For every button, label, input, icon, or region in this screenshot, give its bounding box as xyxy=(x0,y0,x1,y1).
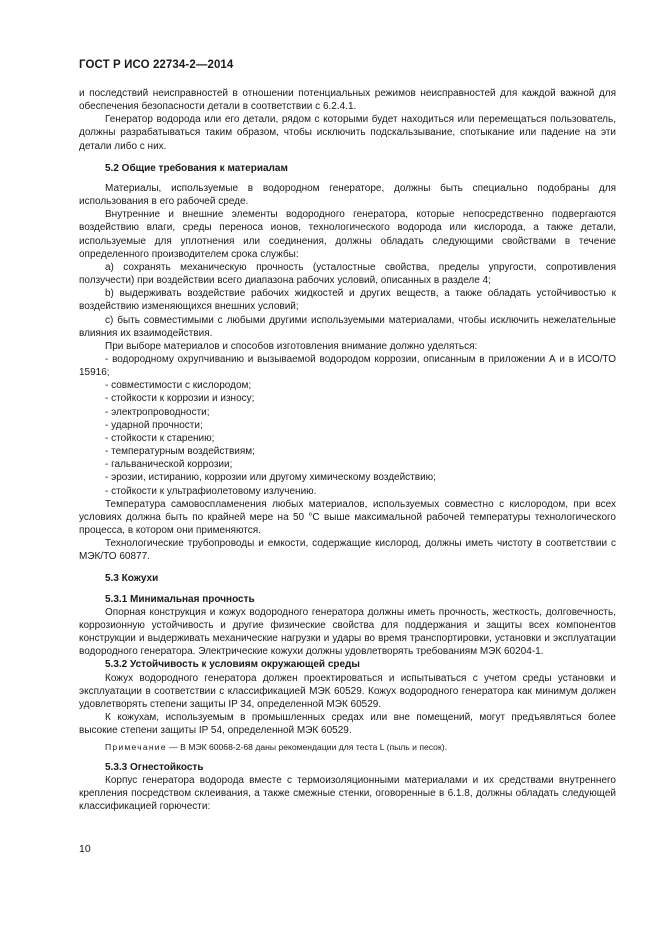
list-item: - стойкости к ультрафиолетовому излучению. xyxy=(105,485,317,497)
list-item: - водородному охрупчиванию и вызываемой водородом коррозии, описанным в приложении А и в ИСО/ТО 15916; xyxy=(79,353,616,379)
standard-header: ГОСТ Р ИСО 22734-2—2014 xyxy=(79,59,234,71)
paragraph: Температура самовоспламенения любых материалов, используемых совместно с кислородом, при всех условиях должна быть по крайней мере на 50 °С выше максимальной рабочей температуры технологического процесса, в котором они применяются. xyxy=(79,498,616,536)
list-item: - стойкости к коррозии и износу; xyxy=(105,393,255,405)
section-heading: 5.2 Общие требования к материалам xyxy=(105,162,288,174)
paragraph: Кожух водородного генератора должен проектироваться и испытываться с учетом среды установки и эксплуатации в соответствии с классификацией МЭК 60529. Кожух водородного генератора как минимум должен удовлетворять степени защиты IP 34, определенной МЭК 60529. xyxy=(79,672,616,710)
list-item: - гальванической коррозии; xyxy=(105,459,233,471)
list-item: с) быть совместимыми с любыми другими используемыми материалами, чтобы исключить нежелательные влияния их взаимодействия. xyxy=(79,314,616,339)
subsection-heading: 5.3.1 Минимальная прочность xyxy=(105,593,255,605)
paragraph: и последствий неисправностей в отношении потенциальных режимов неисправностей для каждой важной для обеспечения безопасности детали в соответствии с 6.2.4.1. xyxy=(79,88,616,113)
subsection-heading: 5.3.2 Устойчивость к условиям окружающей среды xyxy=(105,659,360,671)
paragraph: Материалы, используемые в водородном генераторе, должны быть специально подобраны для использования в его рабочей среде. xyxy=(79,182,616,208)
section-heading: 5.3 Кожухи xyxy=(105,573,159,585)
list-item: - температурным воздействиям; xyxy=(105,446,255,458)
paragraph: При выборе материалов и способов изготовления внимание должно уделяться: xyxy=(105,340,478,352)
note-label: Примечание xyxy=(105,742,167,753)
paragraph: Генератор водорода или его детали, рядом с которыми будет находиться или перемещаться пользователь, должны разрабатываться таким образом, чтобы исключить подскальзывание, спотыкание или падение на эти детали либо с них. xyxy=(79,114,616,152)
paragraph: Опорная конструкция и кожух водородного генератора должны иметь прочность, жесткость, долговечность, коррозионную устойчивость и другие физические свойства для поддержания и защиты всех компонентов конструкции и выдерживать механические нагрузки и удары во время транспортировки, установки и эксплуатации водородного генератора. Электрические кожухи должны удовлетворять требованиям МЭК 60204-1. xyxy=(79,606,616,658)
list-item: а) сохранять механическую прочность (усталостные свойства, пределы упругости, сопротивления ползучести) при воздействии всего диапазона рабочих условий, описанных в разделе 4; xyxy=(79,261,616,287)
list-item: - электропроводности; xyxy=(105,406,210,418)
paragraph: Технологические трубопроводы и емкости, содержащие кислород, должны иметь чистоту в соответствии с МЭК/ТО 60877. xyxy=(79,538,616,563)
list-item: - стойкости к старению; xyxy=(105,432,215,444)
subsection-heading: 5.3.3 Огнестойкость xyxy=(105,761,204,773)
paragraph: Внутренние и внешние элементы водородного генератора, которые непосредственно подвергаются воздействию влаги, среды переноса ионов, технологического водорода или кислорода, а также детали, используемые для уплотнения или соединения, должны обладать следующими свойствами в течение определенного производителем срока службы: xyxy=(79,209,616,260)
note xyxy=(79,741,616,754)
list-item: - совместимости с кислородом; xyxy=(105,380,252,392)
list-item: b) выдерживать воздействие рабочих жидкостей и других веществ, а также обладать устойчивостью к воздействию изменяющихся внешних условий; xyxy=(79,288,616,313)
list-item: - эрозии, истиранию, коррозии или другому химическому воздействию; xyxy=(105,472,436,484)
list-item: - ударной прочности; xyxy=(105,419,203,431)
page-content xyxy=(79,87,616,813)
page-number: 10 xyxy=(79,843,91,855)
note-text: — В МЭК 60068-2-68 даны рекомендации для теста L (пыль и песок). xyxy=(166,742,447,753)
paragraph: Корпус генератора водорода вместе с термоизоляционными материалами и их средствами внутреннего крепления посредством склеивания, а также смежные стенки, оговоренные в 6.1.8, должны обладать следующей классификацией горючести: xyxy=(79,774,616,812)
paragraph: К кожухам, используемым в промышленных средах или вне помещений, могут предъявляться более высокие степени защиты IP 54, определенной МЭК 60529. xyxy=(79,712,616,737)
